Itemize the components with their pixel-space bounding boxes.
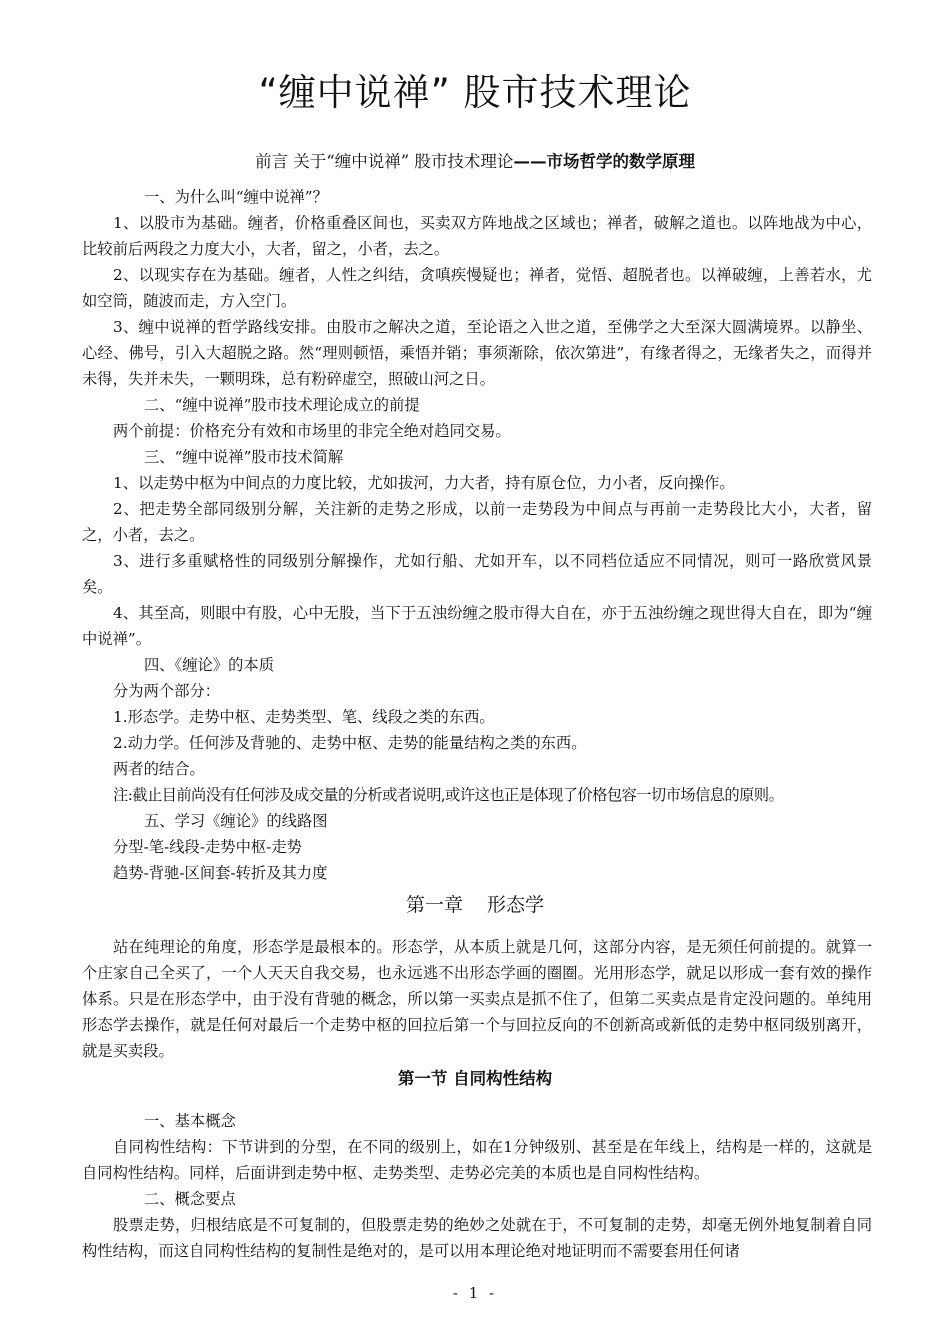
paragraph-brief-1: 1、以走势中枢为中间点的力度比较，尤如拔河，力大者，持有原仓位，力小者，反向操作。	[113, 474, 735, 492]
heading-brief: 三、“缠中说禅”股市技术简解	[144, 448, 344, 466]
heading-essence: 四、《缠论》的本质	[144, 656, 275, 674]
paragraph-essence-3: 2.动力学。任何涉及背驰的、走势中枢、走势的能量结构之类的东西。	[113, 734, 587, 752]
paragraph-essence-4: 两者的结合。	[113, 760, 205, 778]
paragraph-key-points: 股票走势，归根结底是不可复制的，但股票走势的绝妙之处就在于，不可复制的走势，却毫无例外地复制着自同构性结构，而这自同构性结构的复制性是绝对的，是可以用本理论绝对地证明而不需要套用任何诸	[82, 1216, 872, 1260]
heading-premise: 二、“缠中说禅”股市技术理论成立的前提	[144, 396, 420, 414]
document-title: “缠中说禅” 股市技术理论	[258, 71, 692, 114]
paragraph-essence-1: 分为两个部分：	[113, 682, 221, 700]
paragraph-basic-concept: 自同构性结构：下节讲到的分型，在不同的级别上，如在1分钟级别、甚至是在年线上，结构是一样的，这就是自同构性结构。同样，后面讲到走势中枢、走势类型、走势必完美的本质也是自同构性结构。	[82, 1138, 872, 1182]
preface-subtitle	[0, 148, 950, 172]
paragraph-brief-3: 3、进行多重赋格性的同级别分解操作，尤如行船、尤如开车，以不同档位适应不同情况，则可一路欣赏风景矣。	[82, 552, 872, 596]
paragraph-intro-3: 3、缠中说禅的哲学路线安排。由股市之解决之道，至论语之入世之道，至佛学之大至深大圆满境界。以静坐、心经、佛号，引入大超脱之路。然“理则顿悟，乘悟并销；事须渐除，依次第进”，有缘者得之，无缘者失之，而得并未得，失并未失，一颗明珠，总有粉碎虚空，照破山河之日。	[82, 318, 872, 388]
paragraph-intro-2: 2、以现实存在为基础。缠者，人性之纠结，贪嗔疾慢疑也；禅者，觉悟、超脱者也。以禅破缠，上善若水，尤如空筒，随波而走，方入空门。	[82, 266, 872, 310]
paragraph-essence-2: 1.形态学。走势中枢、走势类型、笔、线段之类的东西。	[113, 708, 495, 726]
paragraph-intro-1: 1、以股市为基础。缠者，价格重叠区间也，买卖双方阵地战之区域也；禅者，破解之道也。以阵地战为中心，比较前后两段之力度大小，大者，留之，小者，去之。	[82, 214, 872, 258]
page-number: - 1 -	[452, 1284, 498, 1302]
preface-subtitle-text: 前言 关于“缠中说禅” 股市技术理论	[255, 152, 514, 171]
paragraph-brief-2: 2、把走势全部同级别分解，关注新的走势之形成，以前一走势段为中间点与再前一走势段比大小，大者，留之，小者，去之。	[82, 500, 872, 544]
heading-why-name: 一、为什么叫“缠中说禅”？	[144, 188, 328, 206]
paragraph-roadmap-2: 趋势-背驰-区间套-转折及其力度	[113, 864, 328, 882]
heading-key-points: 二、概念要点	[144, 1190, 236, 1208]
paragraph-premise: 两个前提：价格充分有效和市场里的非完全绝对趋同交易。	[113, 422, 511, 440]
paragraph-brief-4: 4、其至高，则眼中有股，心中无股，当下于五浊纷缠之股市得大自在，亦于五浊纷缠之现世得大自在，即为“缠中说禅”。	[82, 604, 872, 648]
preface-subtitle-bold: ——市场哲学的数学原理	[513, 152, 695, 171]
paragraph-chapter-1: 站在纯理论的角度，形态学是最根本的。形态学，从本质上就是几何，这部分内容，是无须任何前提的。就算一个庄家自己全买了，一个人天天自我交易，也永远逃不出形态学画的圈圈。光用形态学，就足以形成一套有效的操作体系。只是在形态学中，由于没有背驰的概念，所以第一买卖点是抓不住了，但第二买卖点是肯定没问题的。单纯用形态学去操作，就是任何对最后一个走势中枢的回拉后第一个与回拉反向的不创新高或新低的走势中枢同级别离开，就是买卖段。	[82, 938, 872, 1060]
paragraph-note: 注:截止目前尚没有任何涉及成交量的分析或者说明,或许这也正是体现了价格包容一切市场信息的原则。	[113, 786, 784, 804]
heading-basic-concept: 一、基本概念	[144, 1112, 236, 1130]
section-title: 第一节 自同构性结构	[397, 1069, 553, 1088]
chapter-title: 第一章 形态学	[405, 894, 545, 916]
heading-roadmap: 五、学习《缠论》的线路图	[144, 812, 328, 830]
paragraph-roadmap-1: 分型-笔-线段-走势中枢-走势	[113, 838, 302, 856]
